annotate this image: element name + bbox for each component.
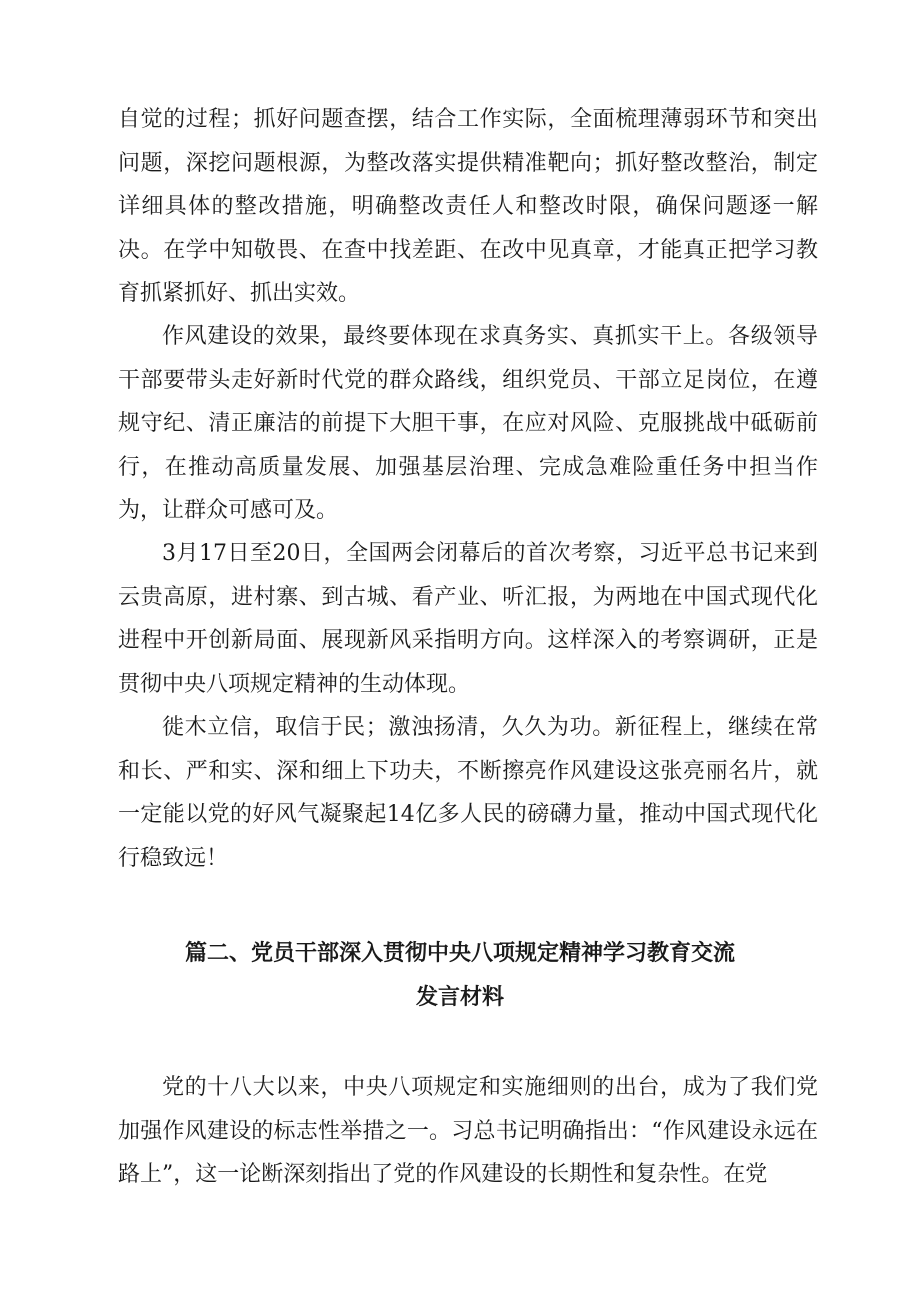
section-title-line-1: 篇二、党员干部深入贯彻中央八项规定精神学习教育交流 [184, 941, 735, 966]
section-title-line-2: 发言材料 [415, 985, 504, 1010]
paragraph-3: 3月17日至20日，全国两会闭幕后的首次考察，习近平总书记来到云贵高原，进村寨、到古城、看产业、听汇报，为两地在中国式现代化进程中开创新局面、展现新风采指明方向。这样深入的考察调研，正是贯彻中央八项规定精神的生动体现。 [118, 541, 818, 697]
paragraph-5: 党的十八大以来，中央八项规定和实施细则的出台，成为了我们党加强作风建设的标志性举措之一。习总书记明确指出：“作风建设永远在路上”，这一论断深刻指出了党的作风建设的长期性和复杂性。在党 [118, 1075, 818, 1187]
paragraph-2: 作风建设的效果，最终要体现在求真务实、真抓实干上。各级领导干部要带头走好新时代党的群众路线，组织党员、干部立足岗位，在遵规守纪、清正廉洁的前提下大胆干事，在应对风险、克服挑战中砥砺前行，在推动高质量发展、加强基层治理、完成急难险重任务中担当作为，让群众可感可及。 [118, 324, 818, 523]
paragraph-4: 徙木立信，取信于民；激浊扬清，久久为功。新征程上，继续在常和长、严和实、深和细上下功夫，不断擦亮作风建设这张亮丽名片，就一定能以党的好风气凝聚起14亿多人民的磅礴力量，推动中国式现代化行稳致远！ [118, 715, 818, 871]
section-title [100, 932, 820, 1020]
paragraph-1: 自觉的过程；抓好问题查摆，结合工作实际，全面梳理薄弱环节和突出问题，深挖问题根源，为整改落实提供精准靶向；抓好整改整治，制定详细具体的整改措施，明确整改责任人和整改时限，确保问题逐一解决。在学中知敬畏、在查中找差距、在改中见真章，才能真正把学习教育抓紧抓好、抓出实效。 [118, 107, 818, 306]
